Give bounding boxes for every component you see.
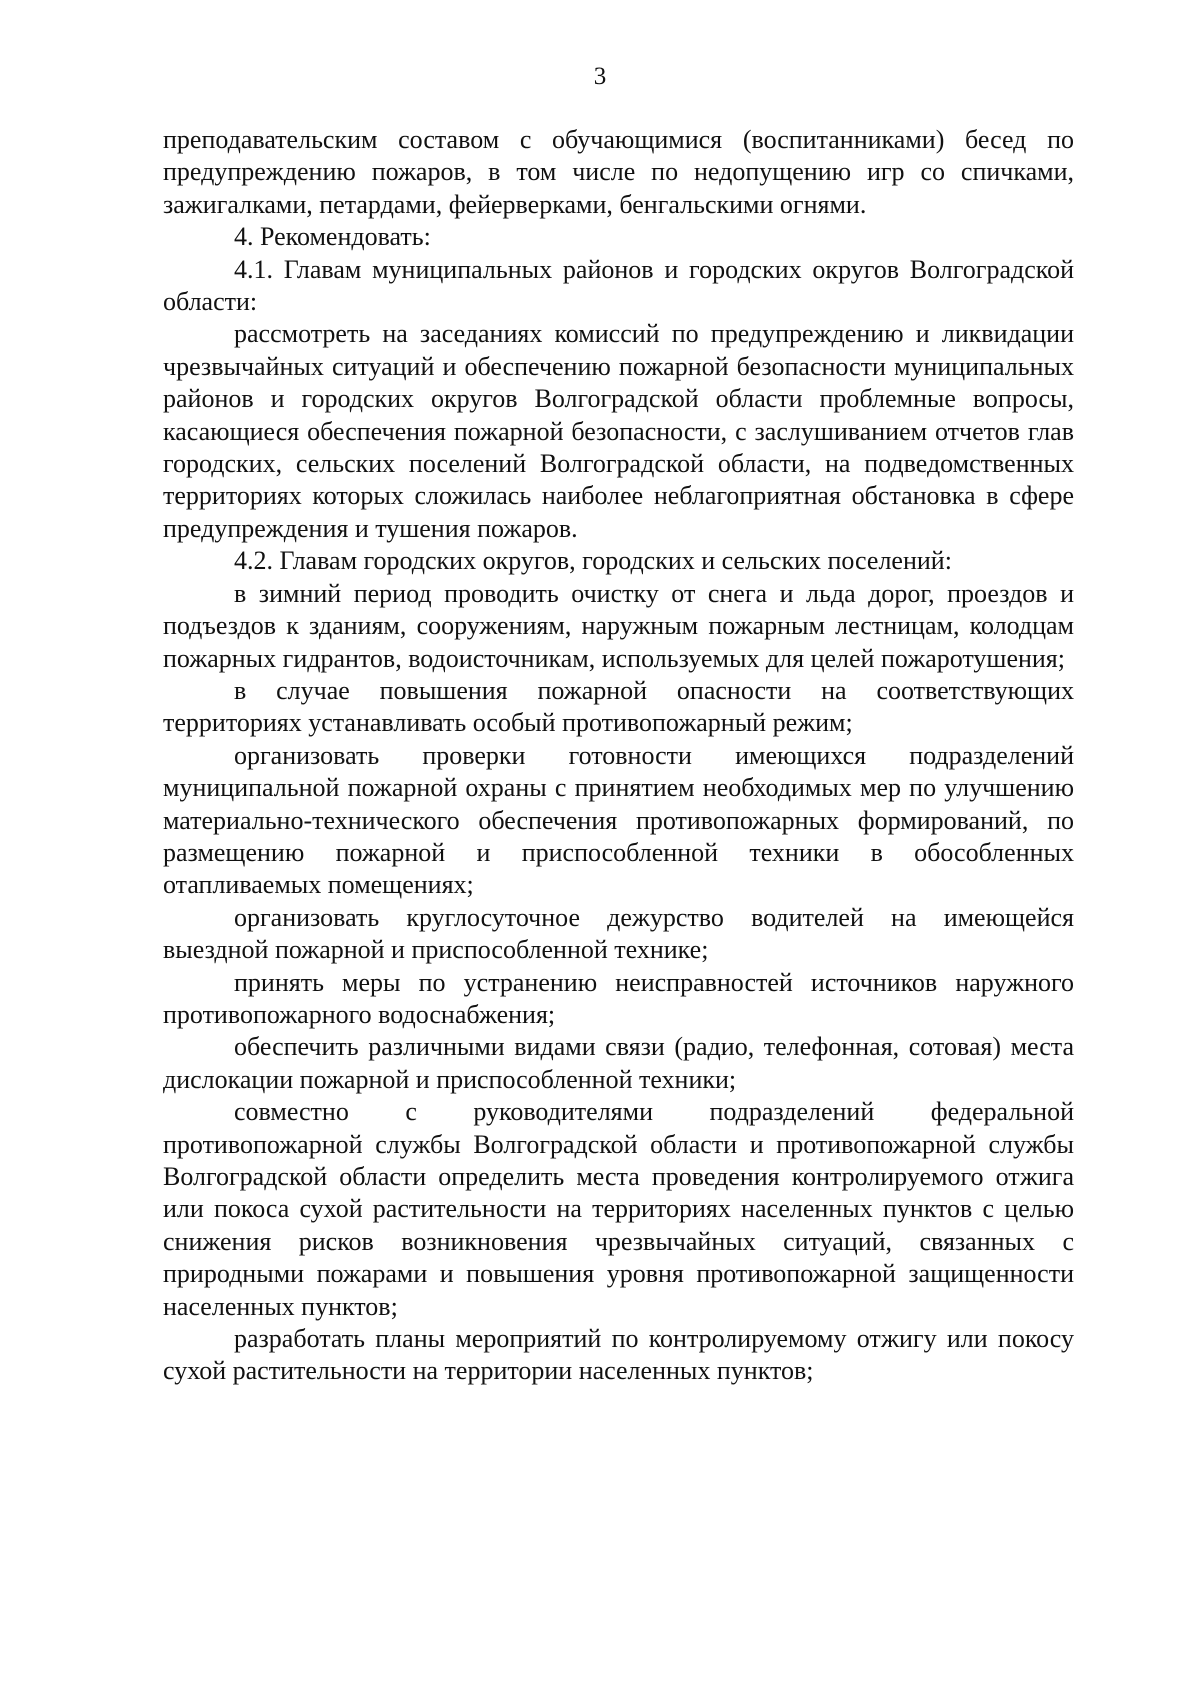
paragraph-section-4-1: 4.1. Главам муниципальных районов и городских округов Волгоградской области:: [163, 254, 1074, 317]
paragraph-fire-regime: в случае повышения пожарной опасности на соответствующих территориях устанавливать особый противопожарный режим;: [163, 675, 1074, 738]
paragraph-water-supply: принять меры по устранению неисправностей источников наружного противопожарного водоснабжения;: [163, 967, 1074, 1029]
page-number: 3: [593, 63, 607, 90]
paragraph-burning-plans: разработать планы мероприятий по контролируемому отжигу или покосу сухой растительности на территории населенных пунктов;: [163, 1324, 1074, 1386]
paragraph-winter-clearing: в зимний период проводить очистку от снега и льда дорог, проездов и подъездов к зданиям, сооружениям, наружным пожарным лестницам, колодцам пожарных гидрантов, водоисточникам, используемых для целей пожаротушения;: [163, 578, 1074, 673]
paragraph-continuation: преподавательским составом с обучающимися (воспитанниками) бесед по предупреждению пожаров, в том числе по недопущению игр со спичками, зажигалками, петардами, фейерверками, бенгальскими огнями.: [163, 125, 1074, 219]
paragraph-communications: обеспечить различными видами связи (радио, телефонная, сотовая) места дислокации пожарной и приспособленной техники;: [163, 1032, 1074, 1094]
paragraph-controlled-burning-sites: совместно с руководителями подразделений федеральной противопожарной службы Волгоградской области и противопожарной службы Волгоградской области определить места проведения контролируемого отжига или покоса сухой растительности на территориях населенных пунктов с целью снижения рисков возникновения чрезвычайных ситуаций, связанных с природными пожарами и повышения уровня противопожарной защищенности населенных пунктов;: [163, 1097, 1074, 1321]
document-body: [163, 124, 1074, 1388]
paragraph-section-4: 4. Рекомендовать:: [234, 222, 431, 252]
paragraph-section-4-2: 4.2. Главам городских округов, городских и сельских поселений:: [234, 546, 952, 576]
paragraph-review-issues: рассмотреть на заседаниях комиссий по предупреждению и ликвидации чрезвычайных ситуаций и обеспечению пожарной безопасности муниципальных районов и городских округов Волгоградской области проблемные вопросы, касающиеся обеспечения пожарной безопасности, с заслушиванием отчетов глав городских, сельских поселений Волгоградской области, на подведомственных территориях которых сложилась наиболее неблагоприятная обстановка в сфере предупреждения и тушения пожаров.: [163, 319, 1074, 543]
paragraph-readiness-checks: организовать проверки готовности имеющихся подразделений муниципальной пожарной охраны с принятием необходимых мер по улучшению материально-технического обеспечения противопожарных формирований, по размещению пожарной и приспособленной техники в обособленных отапливаемых помещениях;: [163, 740, 1074, 900]
paragraph-driver-duty: организовать круглосуточное дежурство водителей на имеющейся выездной пожарной и приспособленной технике;: [163, 902, 1074, 965]
